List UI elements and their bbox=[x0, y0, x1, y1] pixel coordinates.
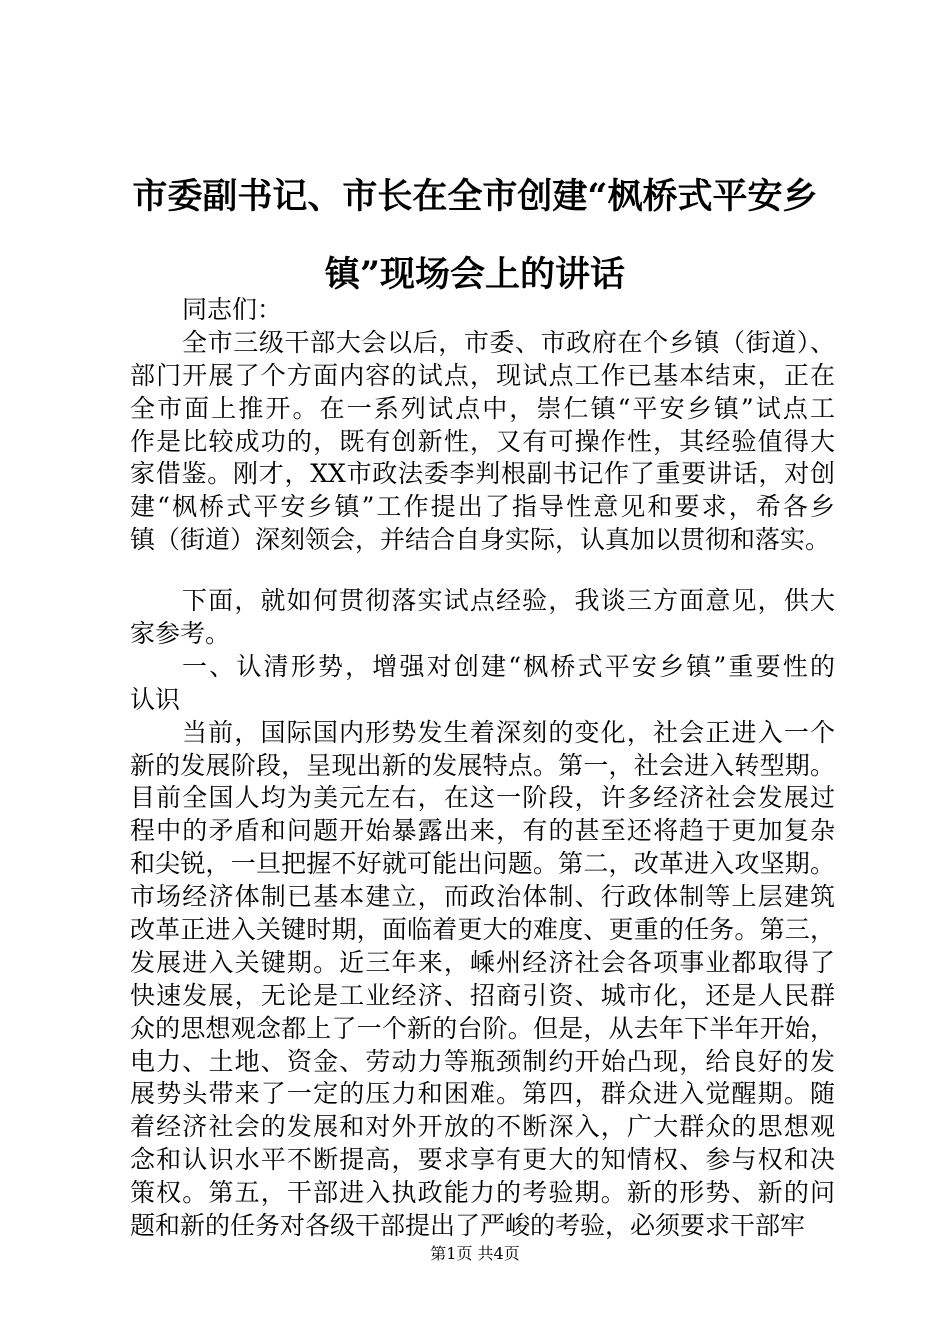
paragraph-line: 当前，国际国内形势发生着深刻的变化，社会正进入一个 bbox=[182, 717, 835, 747]
paragraph-line: 着经济社会的发展和对外开放的不断深入，广大群众的思想观 bbox=[130, 1112, 835, 1142]
paragraph-line: 部门开展了个方面内容的试点，现试点工作已基本结束，正在 bbox=[130, 360, 835, 390]
paragraph-line: 展势头带来了一定的压力和困难。第四，群众进入觉醒期。随 bbox=[130, 1079, 835, 1109]
paragraph-line: 建“枫桥式平安乡镇”工作提出了指导性意见和要求，希各乡 bbox=[130, 492, 835, 522]
title-line-1: 市委副书记、市长在全市创建“枫桥式平安乡 bbox=[132, 176, 818, 217]
paragraph-line: 发展进入关键期。近三年来，嵊州经济社会各项事业都取得了 bbox=[130, 947, 835, 977]
paragraph-line: 下面，就如何贯彻落实试点经验，我谈三方面意见，供大 bbox=[182, 586, 835, 616]
paragraph-line: 同志们： bbox=[182, 295, 283, 324]
paragraph-line: 市场经济体制已基本建立，而政治体制、行政体制等上层建筑 bbox=[130, 882, 835, 912]
paragraph-line: 认识 bbox=[130, 684, 181, 714]
paragraph-line: 众的思想观念都上了一个新的台阶。但是，从去年下半年开始， bbox=[130, 1013, 835, 1043]
paragraph-line: 作是比较成功的，既有创新性，又有可操作性，其经验值得大 bbox=[130, 426, 835, 456]
paragraph-line: 题和新的任务对各级干部提出了严峻的考验，必须要求干部牢 bbox=[130, 1211, 806, 1241]
paragraph-line: 一、认清形势，增强对创建“枫桥式平安乡镇”重要性的 bbox=[182, 651, 835, 681]
paragraph-spacer bbox=[130, 557, 835, 585]
paragraph-line: 家借鉴。刚才，XX市政法委李判根副书记作了重要讲话，对创 bbox=[130, 459, 835, 489]
paragraph-line: 新的发展阶段，呈现出新的发展特点。第一，社会进入转型期。 bbox=[130, 750, 835, 780]
paragraph-line: 目前全国人均为美元左右，在这一阶段，许多经济社会发展过 bbox=[130, 783, 835, 813]
title-line-2: 镇”现场会上的讲话 bbox=[324, 254, 626, 295]
paragraph-line: 快速发展，无论是工业经济、招商引资、城市化，还是人民群 bbox=[130, 980, 835, 1010]
paragraph-line: 改革正进入关键时期，面临着更大的难度、更重的任务。第三， bbox=[130, 915, 835, 945]
paragraph-line: 电力、土地、资金、劳动力等瓶颈制约开始凸现，给良好的发 bbox=[130, 1046, 835, 1076]
paragraph-line: 策权。第五，干部进入执政能力的考验期。新的形势、新的问 bbox=[130, 1178, 835, 1208]
document-body bbox=[130, 294, 835, 1243]
paragraph-line: 念和认识水平不断提高，要求享有更大的知情权、参与权和决 bbox=[130, 1145, 835, 1175]
paragraph-line: 家参考。 bbox=[130, 619, 231, 649]
paragraph-line: 镇（街道）深刻领会，并结合自身实际，认真加以贯彻和落实。 bbox=[130, 525, 831, 555]
page-footer: 第1页 共4页 bbox=[430, 1244, 520, 1263]
document-title bbox=[100, 158, 850, 314]
paragraph-line: 全市三级干部大会以后，市委、市政府在个乡镇（街道）、 bbox=[182, 327, 835, 357]
paragraph-line: 和尖锐，一旦把握不好就可能出问题。第二，改革进入攻坚期。 bbox=[130, 849, 835, 879]
paragraph-line: 全市面上推开。在一系列试点中，崇仁镇“平安乡镇”试点工 bbox=[130, 393, 835, 423]
paragraph-line: 程中的矛盾和问题开始暴露出来，有的甚至还将趋于更加复杂 bbox=[130, 816, 835, 846]
